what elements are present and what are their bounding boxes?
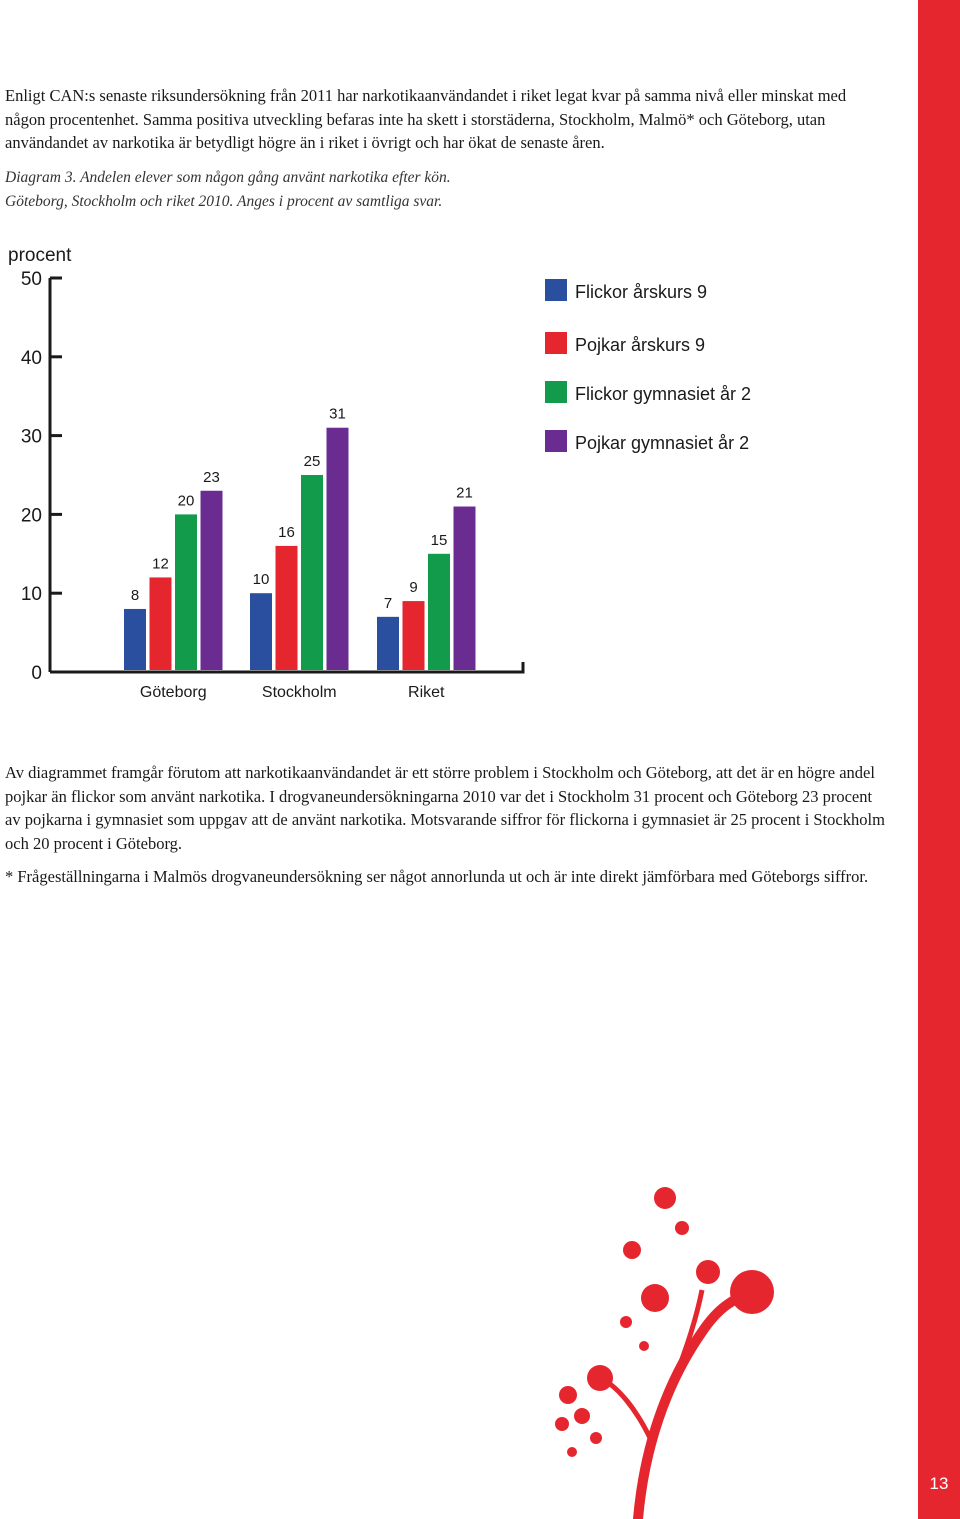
- y-tick-label: 40: [20, 347, 42, 369]
- data-label: 8: [130, 586, 140, 604]
- flower-dot: [574, 1408, 590, 1424]
- caption-line-2: Göteborg, Stockholm och riket 2010. Anges i procent av samtliga svar.: [5, 193, 443, 210]
- flower-branch: [604, 1380, 652, 1442]
- flower-dot: [675, 1221, 689, 1235]
- legend-swatch: [545, 332, 567, 354]
- flower-illustration: [540, 1180, 790, 1519]
- bar: [327, 428, 349, 670]
- data-label: 10: [252, 571, 270, 589]
- diagram-caption: [5, 166, 705, 214]
- y-tick-label: 50: [20, 269, 42, 290]
- bar: [454, 507, 476, 670]
- legend-swatch: [545, 430, 567, 452]
- analysis-paragraph: Av diagrammet framgår förutom att narkotikaanvändandet är ett större problem i Stockholm och Göteborg, att det är en högre andel pojkar än flickor som använt narkotika. I drogvaneundersökningarna 2010 var det i Stockholm 31 procent och Göteborg 23 procent av pojkarna i gymnasiet som uppgav att de använt narkotika. Motsvarande siffror för flickorna i gymnasiet är 25 procent i Stockholm och 20 procent i Göteborg.: [5, 763, 885, 853]
- y-axis-label: procent: [8, 245, 72, 266]
- footnote: * Frågeställningarna i Malmös drogvaneundersökning ser något annorlunda ut och är inte direkt jämförbara med Göteborgs siffror.: [5, 867, 869, 886]
- bar: [377, 617, 399, 670]
- intro-paragraph: Enligt CAN:s senaste riksundersökning från 2011 har narkotikaanvändandet i riket legat kvar på samma nivå eller minskat med någon procentenhet. Samma positiva utveckling befaras inte ha skett i storstäderna, Stockholm, Malmö* och Göteborg, utan användandet av narkotika är betydligt högre än i riket i övrigt och har ökat de senaste åren.: [5, 86, 847, 152]
- data-label: 12: [152, 555, 169, 573]
- flower-dot: [587, 1365, 613, 1391]
- flower-dot: [696, 1260, 720, 1284]
- y-tick-label: 20: [20, 505, 42, 527]
- flower-dot: [559, 1386, 577, 1404]
- flower-dot: [730, 1270, 774, 1314]
- bar: [150, 577, 172, 670]
- bar: [403, 601, 425, 670]
- bar-chart: [0, 240, 900, 710]
- data-label: 31: [329, 405, 346, 423]
- data-label: 20: [177, 492, 195, 510]
- y-tick-label: 0: [31, 663, 42, 684]
- side-accent-bar: [918, 0, 960, 1519]
- bar: [175, 514, 197, 670]
- legend-swatch: [545, 381, 567, 403]
- flower-dot: [639, 1341, 649, 1351]
- data-label: 9: [409, 579, 418, 597]
- data-label: 7: [383, 594, 393, 612]
- legend-label: Flickor årskurs 9: [575, 282, 708, 302]
- flower-dot: [555, 1417, 569, 1431]
- data-label: 25: [303, 453, 321, 470]
- y-tick-label: 10: [20, 584, 42, 606]
- y-tick-label: 30: [20, 426, 42, 448]
- category-label: Göteborg: [139, 684, 207, 701]
- data-label: 15: [430, 531, 448, 549]
- bar: [301, 475, 323, 670]
- flower-dot: [590, 1432, 602, 1444]
- bar: [201, 491, 223, 670]
- page-number: 13: [929, 1474, 949, 1493]
- bar: [276, 546, 298, 670]
- data-label: 23: [203, 468, 220, 486]
- category-label: Stockholm: [261, 684, 337, 701]
- legend-label: Pojkar årskurs 9: [575, 335, 706, 355]
- legend-swatch: [545, 279, 567, 301]
- bar: [124, 609, 146, 670]
- legend-label: Flickor gymnasiet år 2: [575, 384, 752, 404]
- flower-dot: [620, 1316, 632, 1328]
- legend-label: Pojkar gymnasiet år 2: [575, 433, 750, 453]
- flower-dot: [623, 1241, 641, 1259]
- data-label: 21: [456, 484, 473, 502]
- data-label: 16: [278, 523, 295, 541]
- flower-dot: [641, 1284, 669, 1312]
- category-label: Riket: [408, 684, 445, 701]
- caption-line-1: Diagram 3. Andelen elever som någon gång använt narkotika efter kön.: [5, 169, 451, 186]
- bar: [428, 554, 450, 670]
- flower-dot: [567, 1447, 577, 1457]
- flower-dot: [654, 1187, 676, 1209]
- bar: [250, 593, 272, 670]
